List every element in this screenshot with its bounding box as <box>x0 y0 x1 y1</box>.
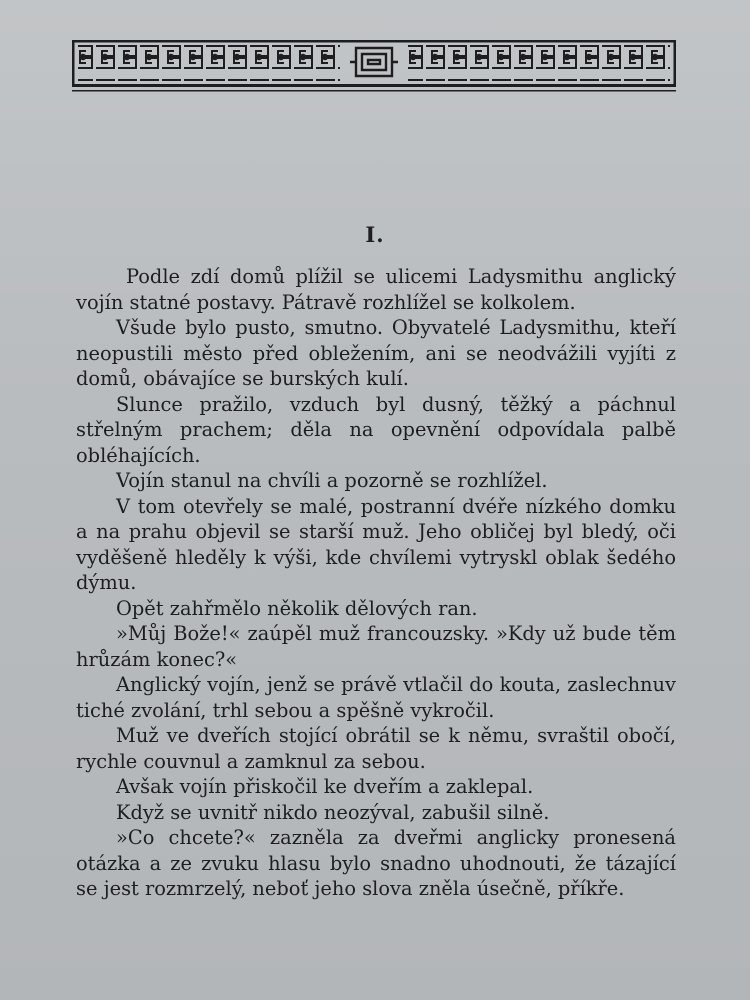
paragraph: »Co chcete?« zazněla za dveřmi anglicky pronesená otázka a ze zvuku hlasu bylo snadno uhodnouti, že tázající se jest rozmrzelý, neboť jeho slova zněla úsečně, příkře. <box>76 826 676 900</box>
ornament-header-border <box>72 40 676 100</box>
paragraph: Slunce pražilo, vzduch byl dusný, těžký a páchnul střelným prachem; děla na opevnění odpovídala palbě obléhajících. <box>76 392 676 467</box>
paragraph: Avšak vojín přiskočil ke dveřím a zaklepal. <box>116 775 534 798</box>
paragraph: Anglický vojín, jenž se právě vtlačil do kouta, zaslechnuv tiché zvolání, trhl sebou a spěšně vykročil. <box>76 673 676 722</box>
chapter-number: I. <box>365 222 385 247</box>
paragraph: V tom otevřely se malé, postranní dvéře nízkého domku a na prahu objevil se starší muž. Jeho obličej byl bledý, oči vyděšeně hleděly k výši, kde chvílemi vytryskl oblak šedého dýmu. <box>76 494 676 594</box>
paragraph: Muž ve dveřích stojící obrátil se k němu, svraštil obočí, rychle couvnul a zamknul za sebou. <box>76 724 676 773</box>
ornament-center-motif <box>350 48 398 76</box>
paragraph: »Můj Bože!« zaúpěl muž francouzsky. »Kdy už bude těm hrůzám konec?« <box>76 622 676 671</box>
paragraph: Vojín stanul na chvíli a pozorně se rozhlížel. <box>116 469 548 492</box>
body-text <box>76 264 676 902</box>
paragraph: Když se uvnitř nikdo neozýval, zabušil silně. <box>116 800 550 824</box>
paragraph: Opět zahřmělo několik dělových ran. <box>116 596 478 620</box>
paragraph: Všude bylo pusto, smutno. Obyvatelé Ladysmithu, kteří neopustili město před obležením, ani se neodvážili vyjíti z domů, obávajíce se burských kulí. <box>76 316 676 390</box>
paragraph: Podle zdí domů plížil se ulicemi Ladysmithu anglický vojín statné postavy. Pátravě rozhlížel se kolkolem. <box>76 265 676 314</box>
